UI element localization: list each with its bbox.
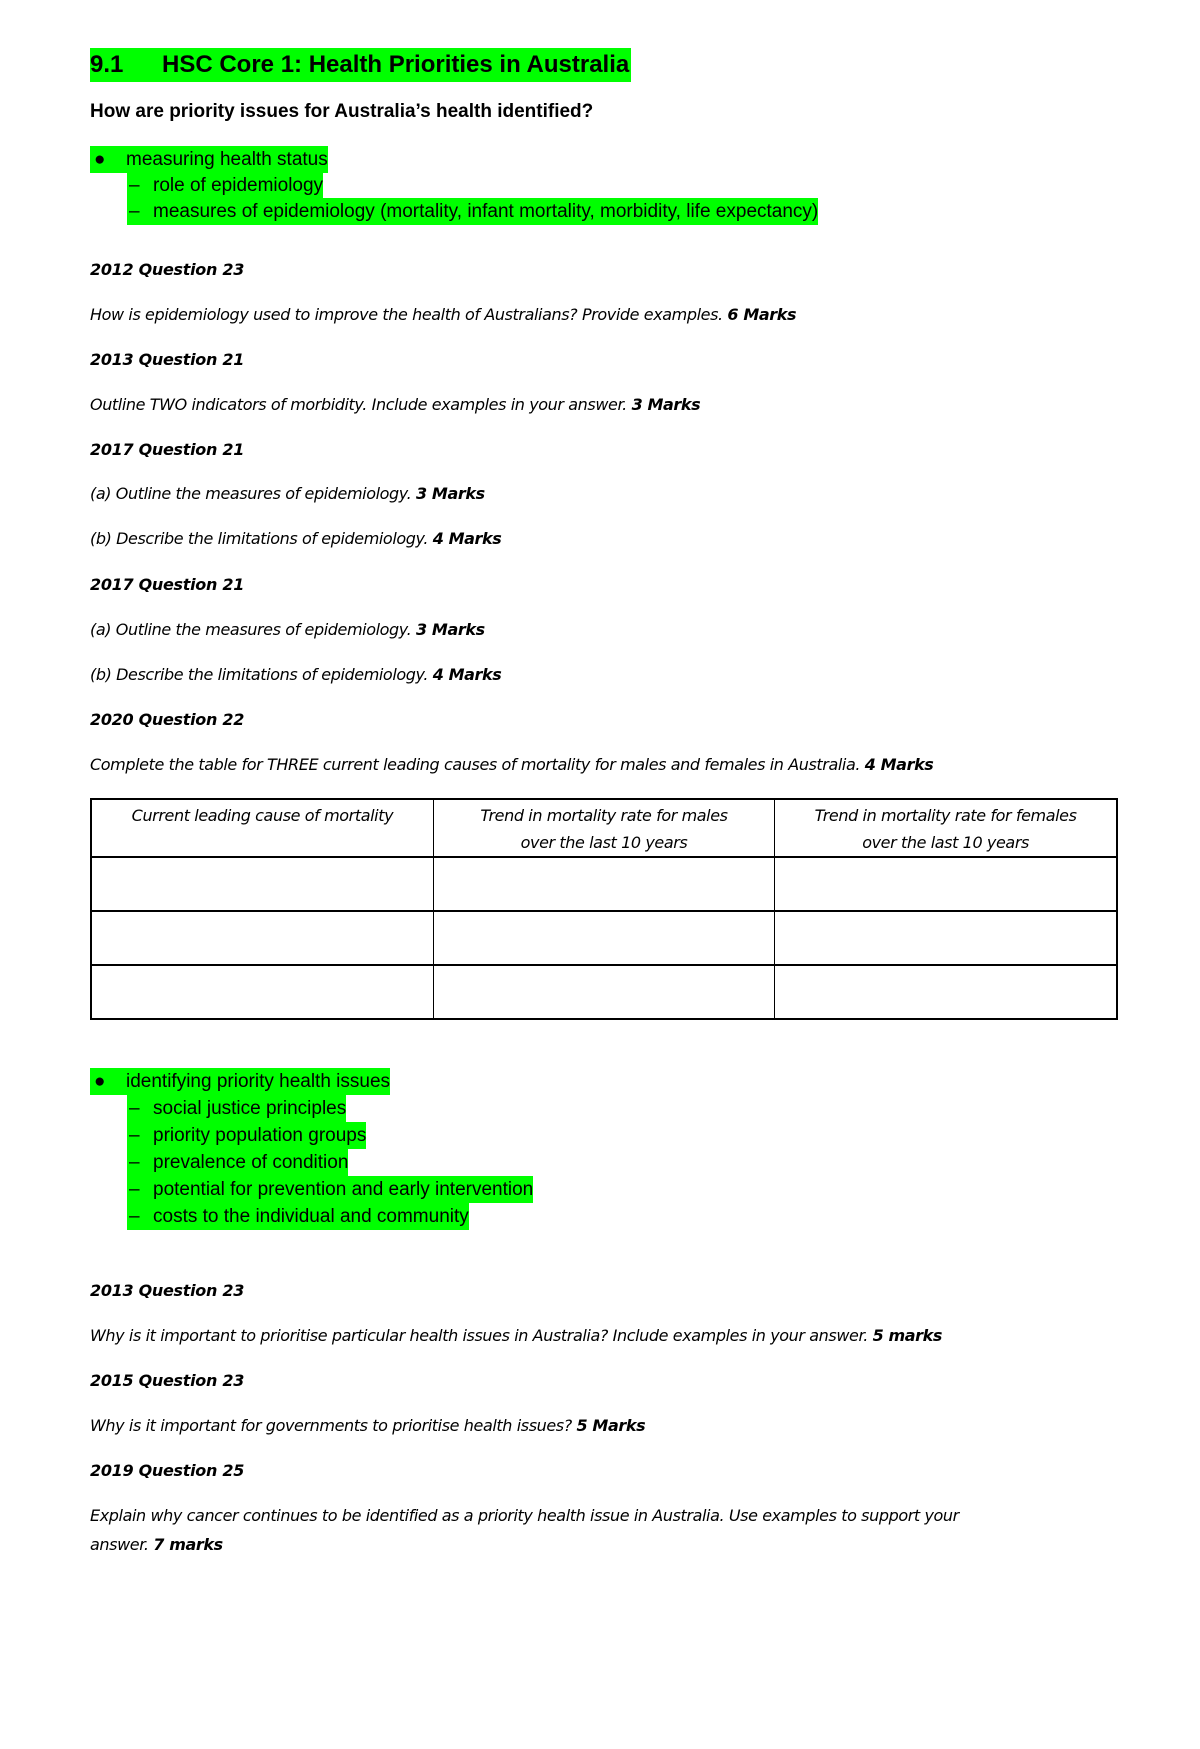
table-header-row	[91, 799, 1117, 857]
table-header-cell: Current leading cause of mortality	[91, 799, 433, 857]
table-cell[interactable]	[433, 911, 774, 965]
table-cell[interactable]	[91, 857, 433, 911]
question-body: (a) Outline the measures of epidemiology.	[90, 484, 417, 503]
question-body: Complete the table for THREE current leading causes of mortality for males and females in Australia.	[90, 755, 865, 774]
sub-bullet-label: costs to the individual and community	[153, 1206, 469, 1227]
table-cell[interactable]	[91, 965, 433, 1019]
title-text: HSC Core 1: Health Priorities in Australia	[162, 51, 630, 78]
question-heading: 2012 Question 23	[90, 260, 245, 279]
section-subheading: How are priority issues for Australia’s health identified?	[90, 101, 594, 122]
sub-bullet-item	[127, 1122, 366, 1149]
table-header-cell: Trend in mortality rate for males over the last 10 years	[433, 799, 774, 857]
question-body: Why is it important to prioritise particular health issues in Australia? Include examples in your answer.	[90, 1326, 873, 1345]
question-text	[90, 1416, 645, 1435]
question-text	[90, 620, 485, 639]
sub-bullet-item	[127, 172, 323, 199]
sub-bullet-label: measures of epidemiology (mortality, infant mortality, morbidity, life expectancy)	[153, 201, 819, 222]
question-marks: 4 Marks	[432, 529, 502, 548]
dash-icon: –	[129, 1098, 140, 1119]
question-text: Explain why cancer continues to be identified as a priority health issue in Australia. Use examples to support your	[90, 1506, 959, 1525]
question-text	[90, 665, 501, 684]
table-cell[interactable]	[775, 857, 1117, 911]
dash-icon: –	[129, 201, 140, 222]
question-marks: 4 Marks	[432, 665, 502, 684]
question-marks: 3 Marks	[416, 620, 485, 639]
question-body: How is epidemiology used to improve the health of Australians? Provide examples.	[90, 305, 728, 324]
bullet-item	[90, 146, 328, 173]
question-marks: 5 marks	[872, 1326, 942, 1345]
dash-icon: –	[129, 1206, 140, 1227]
question-marks: 7 marks	[153, 1535, 223, 1554]
question-text	[90, 529, 501, 548]
question-heading: 2013 Question 21	[90, 350, 245, 369]
question-body: Outline TWO indicators of morbidity. Include examples in your answer.	[90, 395, 632, 414]
question-text	[90, 395, 700, 414]
question-heading: 2013 Question 23	[90, 1281, 245, 1300]
question-heading: 2020 Question 22	[90, 710, 245, 729]
question-heading: 2017 Question 21	[90, 440, 245, 459]
sub-bullet-label: role of epidemiology	[153, 175, 324, 196]
sub-bullet-item	[127, 198, 818, 225]
sub-bullet-item	[127, 1203, 469, 1230]
table-row	[91, 911, 1117, 965]
question-body: answer.	[90, 1535, 154, 1554]
table-cell[interactable]	[775, 965, 1117, 1019]
mortality-table	[90, 798, 1118, 1020]
question-marks: 3 Marks	[631, 395, 701, 414]
table-header-cell: Trend in mortality rate for females over the last 10 years	[775, 799, 1117, 857]
table-cell[interactable]	[775, 911, 1117, 965]
sub-bullet-label: social justice principles	[153, 1098, 347, 1119]
bullet-icon: ●	[94, 1071, 106, 1092]
question-body: (a) Outline the measures of epidemiology.	[90, 620, 417, 639]
sub-bullet-label: potential for prevention and early intervention	[153, 1179, 534, 1200]
question-marks: 6 Marks	[727, 305, 797, 324]
sub-bullet-item	[127, 1095, 346, 1122]
question-heading: 2015 Question 23	[90, 1371, 245, 1390]
table-cell[interactable]	[433, 965, 774, 1019]
question-text	[90, 484, 485, 503]
question-body: (b) Describe the limitations of epidemiology.	[90, 665, 433, 684]
question-text	[90, 755, 933, 774]
question-text	[90, 1535, 223, 1554]
page-title	[90, 48, 631, 82]
bullet-icon: ●	[94, 149, 106, 170]
question-marks: 5 Marks	[576, 1416, 646, 1435]
bullet-label: measuring health status	[126, 149, 328, 170]
table-row	[91, 965, 1117, 1019]
sub-bullet-label: prevalence of condition	[153, 1152, 349, 1173]
question-text	[90, 1326, 942, 1345]
dash-icon: –	[129, 1179, 140, 1200]
table-cell[interactable]	[433, 857, 774, 911]
dash-icon: –	[129, 1152, 140, 1173]
bullet-label: identifying priority health issues	[126, 1071, 391, 1092]
question-body: Why is it important for governments to prioritise health issues?	[90, 1416, 577, 1435]
dash-icon: –	[129, 1125, 140, 1146]
table-row	[91, 857, 1117, 911]
sub-bullet-label: priority population groups	[153, 1125, 367, 1146]
sub-bullet-item	[127, 1149, 348, 1176]
bullet-item	[90, 1068, 390, 1095]
sub-bullet-item	[127, 1176, 533, 1203]
question-body: (b) Describe the limitations of epidemiology.	[90, 529, 433, 548]
title-number: 9.1	[90, 51, 124, 78]
question-heading: 2017 Question 21	[90, 575, 245, 594]
question-heading: 2019 Question 25	[90, 1461, 245, 1480]
dash-icon: –	[129, 175, 140, 196]
table-cell[interactable]	[91, 911, 433, 965]
question-marks: 4 Marks	[864, 755, 934, 774]
question-text	[90, 305, 796, 324]
question-marks: 3 Marks	[416, 484, 485, 503]
